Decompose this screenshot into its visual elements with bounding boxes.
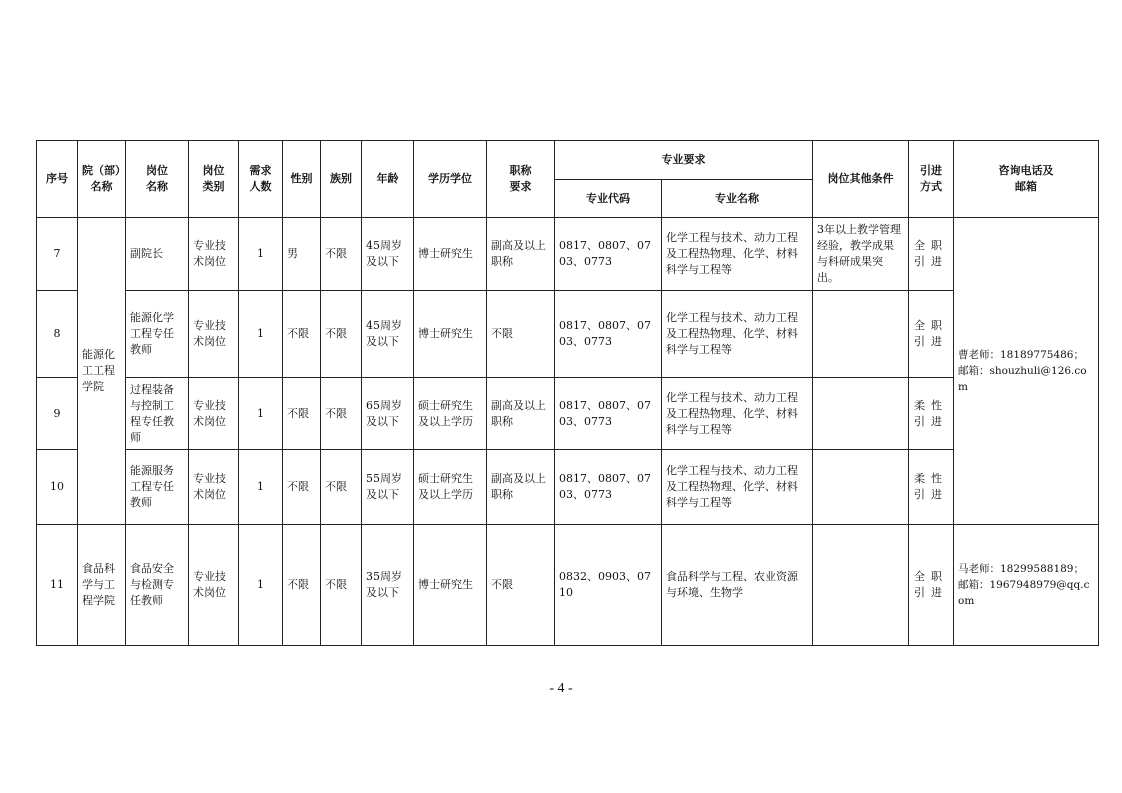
cell-intro: 全职 引进 <box>909 525 954 646</box>
header-other: 岗位其他条件 <box>813 141 909 218</box>
cell-category: 专业技术岗位 <box>189 525 239 646</box>
cell-contact: 马老师：18299588189； 邮箱：1967948979@qq.com <box>954 525 1099 646</box>
cell-ethnicity: 不限 <box>321 378 362 450</box>
cell-intro: 柔性 引进 <box>909 450 954 525</box>
table-header <box>37 141 1099 218</box>
cell-position: 能源服务工程专任教师 <box>126 450 189 525</box>
cell-gender: 不限 <box>283 525 321 646</box>
table-row <box>37 218 1099 291</box>
cell-title: 副高及以上职称 <box>487 450 555 525</box>
cell-education: 硕士研究生及以上学历 <box>414 450 487 525</box>
cell-other: 3年以上教学管理经验，教学成果与科研成果突出。 <box>813 218 909 291</box>
cell-count: 1 <box>239 218 283 291</box>
cell-major-code: 0817、0807、0703、0773 <box>555 450 662 525</box>
header-major-group: 专业要求 <box>555 141 813 180</box>
cell-major-name: 化学工程与技术、动力工程及工程热物理、化学、材料科学与工程等 <box>662 218 813 291</box>
cell-ethnicity: 不限 <box>321 291 362 378</box>
header-education: 学历学位 <box>414 141 487 218</box>
cell-major-name: 化学工程与技术、动力工程及工程热物理、化学、材料科学与工程等 <box>662 378 813 450</box>
header-intro: 引进 方式 <box>909 141 954 218</box>
header-major-name: 专业名称 <box>662 180 813 218</box>
cell-ethnicity: 不限 <box>321 525 362 646</box>
cell-major-name: 化学工程与技术、动力工程及工程热物理、化学、材料科学与工程等 <box>662 291 813 378</box>
cell-education: 硕士研究生及以上学历 <box>414 378 487 450</box>
page-number: - 4 - <box>549 681 573 696</box>
table-row <box>37 525 1099 646</box>
cell-ethnicity: 不限 <box>321 450 362 525</box>
table-row <box>37 291 1099 378</box>
cell-other <box>813 450 909 525</box>
table-row <box>37 378 1099 450</box>
header-gender: 性别 <box>283 141 321 218</box>
cell-title: 副高及以上职称 <box>487 378 555 450</box>
cell-other <box>813 291 909 378</box>
cell-other <box>813 525 909 646</box>
header-seq: 序号 <box>37 141 78 218</box>
cell-major-code: 0817、0807、0703、0773 <box>555 291 662 378</box>
cell-count: 1 <box>239 525 283 646</box>
header-major-code: 专业代码 <box>555 180 662 218</box>
header-category: 岗位 类别 <box>189 141 239 218</box>
cell-major-code: 0817、0807、0703、0773 <box>555 218 662 291</box>
cell-major-code: 0832、0903、0710 <box>555 525 662 646</box>
cell-intro: 柔性 引进 <box>909 378 954 450</box>
header-position: 岗位 名称 <box>126 141 189 218</box>
header-age: 年龄 <box>362 141 414 218</box>
header-ethnicity: 族别 <box>321 141 362 218</box>
cell-category: 专业技术岗位 <box>189 378 239 450</box>
cell-position: 过程装备与控制工程专任教师 <box>126 378 189 450</box>
cell-gender: 男 <box>283 218 321 291</box>
cell-education: 博士研究生 <box>414 525 487 646</box>
cell-category: 专业技术岗位 <box>189 218 239 291</box>
recruitment-table <box>36 140 1099 646</box>
cell-count: 1 <box>239 291 283 378</box>
cell-title: 副高及以上职称 <box>487 218 555 291</box>
header-title: 职称 要求 <box>487 141 555 218</box>
cell-position: 副院长 <box>126 218 189 291</box>
cell-gender: 不限 <box>283 450 321 525</box>
cell-major-name: 食品科学与工程、农业资源与环境、生物学 <box>662 525 813 646</box>
cell-education: 博士研究生 <box>414 218 487 291</box>
header-dept: 院（部） 名称 <box>78 141 126 218</box>
cell-seq: 11 <box>37 525 78 646</box>
header-count: 需求 人数 <box>239 141 283 218</box>
cell-seq: 9 <box>37 378 78 450</box>
cell-age: 45周岁及以下 <box>362 291 414 378</box>
cell-major-name: 化学工程与技术、动力工程及工程热物理、化学、材料科学与工程等 <box>662 450 813 525</box>
cell-ethnicity: 不限 <box>321 218 362 291</box>
cell-other <box>813 378 909 450</box>
cell-contact: 曹老师：18189775486； 邮箱：shouzhuli@126.com <box>954 218 1099 525</box>
cell-age: 45周岁及以下 <box>362 218 414 291</box>
cell-age: 55周岁及以下 <box>362 450 414 525</box>
cell-age: 35周岁及以下 <box>362 525 414 646</box>
cell-seq: 8 <box>37 291 78 378</box>
cell-position: 能源化学工程专任教师 <box>126 291 189 378</box>
cell-major-code: 0817、0807、0703、0773 <box>555 378 662 450</box>
cell-dept: 能源化工工程学院 <box>78 218 126 525</box>
cell-seq: 7 <box>37 218 78 291</box>
cell-intro: 全职 引进 <box>909 291 954 378</box>
cell-position: 食品安全与检测专任教师 <box>126 525 189 646</box>
cell-education: 博士研究生 <box>414 291 487 378</box>
cell-age: 65周岁及以下 <box>362 378 414 450</box>
header-contact: 咨询电话及 邮箱 <box>954 141 1099 218</box>
cell-count: 1 <box>239 378 283 450</box>
cell-category: 专业技术岗位 <box>189 291 239 378</box>
cell-title: 不限 <box>487 525 555 646</box>
cell-gender: 不限 <box>283 291 321 378</box>
cell-category: 专业技术岗位 <box>189 450 239 525</box>
cell-dept: 食品科学与工程学院 <box>78 525 126 646</box>
cell-gender: 不限 <box>283 378 321 450</box>
cell-title: 不限 <box>487 291 555 378</box>
cell-intro: 全职 引进 <box>909 218 954 291</box>
cell-seq: 10 <box>37 450 78 525</box>
cell-count: 1 <box>239 450 283 525</box>
table-row <box>37 450 1099 525</box>
